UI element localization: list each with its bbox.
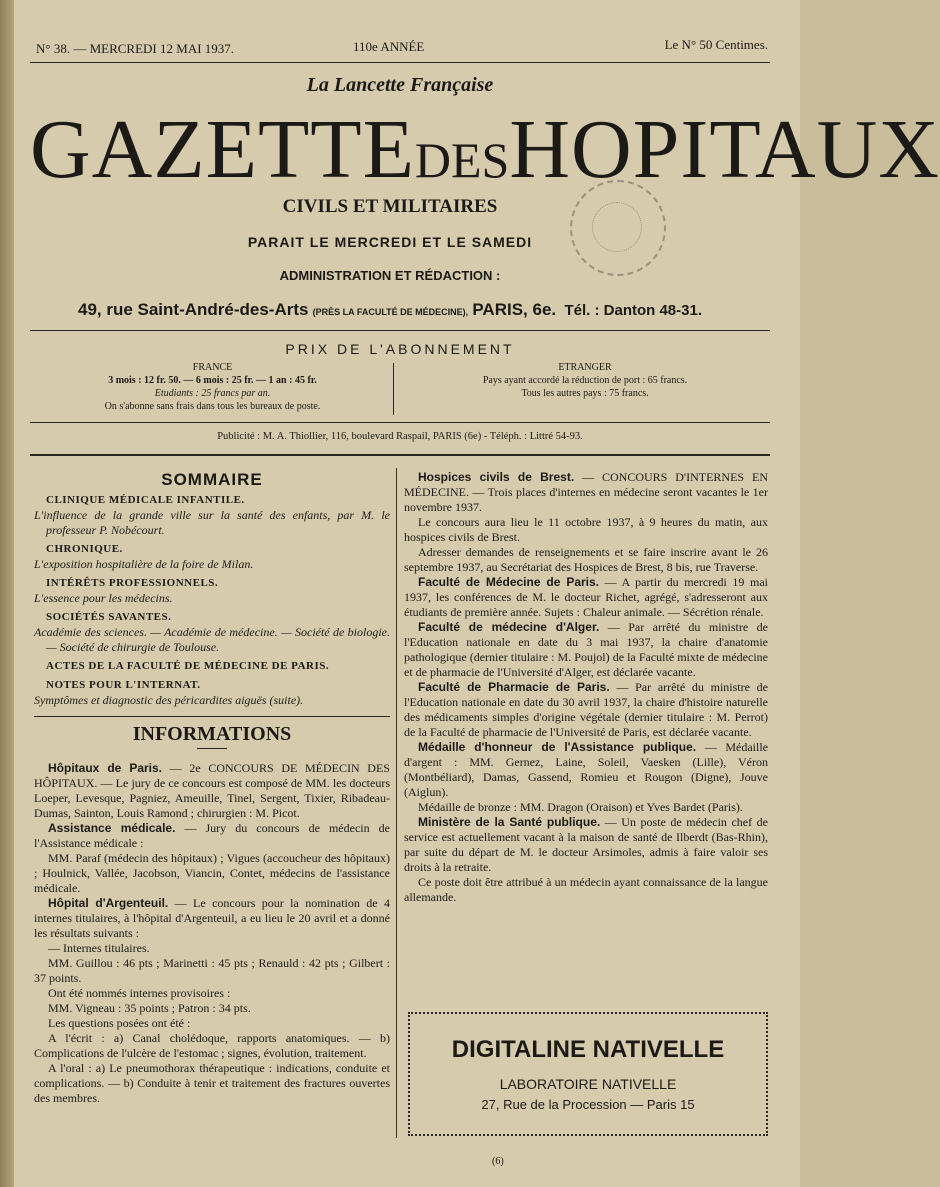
info-paragraph bbox=[404, 680, 768, 740]
info-heading: Hospices civils de Brest. bbox=[418, 470, 575, 484]
info-paragraph: Les questions posées ont été : bbox=[48, 1016, 191, 1030]
sommaire-title: SOMMAIRE bbox=[161, 470, 263, 489]
sommaire-heading: SOCIÉTÉS SAVANTES. bbox=[46, 611, 172, 623]
france-students: Etudiants : 25 francs par an. bbox=[154, 388, 271, 399]
address-line bbox=[0, 300, 780, 320]
info-heading: Faculté de Pharmacie de Paris. bbox=[418, 680, 610, 694]
masthead-line1: CIVILS ET MILITAIRES bbox=[282, 196, 498, 217]
sommaire-item: Symptômes et diagnostic des péricardites aiguës (suite). bbox=[34, 693, 304, 707]
info-heading: Assistance médicale. bbox=[48, 821, 176, 835]
title-gazette: GAZETTE bbox=[30, 103, 415, 196]
info-heading: Faculté de Médecine de Paris. bbox=[418, 575, 600, 589]
top-rule bbox=[30, 62, 770, 63]
left-column bbox=[34, 470, 390, 1106]
sommaire-heading: INTÉRÊTS PROFESSIONNELS. bbox=[46, 577, 219, 589]
sommaire-item: L'influence de la grande ville sur la santé des enfants, par M. le professeur P. Nobécourt. bbox=[34, 508, 390, 537]
ad-brand: DIGITALINE NATIVELLE bbox=[451, 1036, 725, 1063]
sommaire-item: L'essence pour les médecins. bbox=[34, 591, 173, 605]
abonnement-title: PRIX DE L'ABONNEMENT bbox=[285, 341, 515, 357]
info-paragraph: MM. Paraf (médecin des hôpitaux) ; Vigues (accoucheur des hôpitaux) ; Houlnick, Vallée, Jacobson, Viancin, Contet, médecins de l'assistance médicale. bbox=[34, 851, 390, 895]
column-divider bbox=[396, 468, 397, 1138]
ad-laboratory: LABORATOIRE NATIVELLE bbox=[499, 1076, 677, 1092]
address-tel: Tél. : Danton 48-31. bbox=[564, 302, 702, 319]
sommaire-heading: ACTES DE LA FACULTÉ DE MÉDECINE DE PARIS. bbox=[46, 660, 330, 672]
france-rates: 3 mois : 12 fr. 50. — 6 mois : 25 fr. — 1 an : 45 fr. bbox=[108, 375, 317, 386]
info-text: — CONCOURS D'INTERNES EN MÉDECINE. — Trois places d'internes en médecine seront vacantes le 1er novembre 1937. bbox=[404, 470, 768, 514]
book-spine bbox=[0, 0, 14, 1187]
sommaire-heading: CLINIQUE MÉDICALE INFANTILE. bbox=[46, 494, 245, 506]
france-title: FRANCE bbox=[192, 362, 233, 373]
section-rule bbox=[34, 716, 390, 717]
info-paragraph: Ce poste doit être attribué à un médecin ayant connaissance de la langue allemande. bbox=[404, 875, 768, 904]
etranger-rate-1: Pays ayant accordé la réduction de port : 65 francs. bbox=[482, 375, 688, 386]
info-text: — Par arrêté du ministre de l'Education nationale en date du 3 mai 1937, la chaire d'anatomie pathologique (dernier titulaire : M. Poujol) de la Faculté mixte de médecine et de pharmacie de l'Université d'Alger, est déclarée vacante. bbox=[404, 620, 768, 679]
info-paragraph bbox=[404, 815, 768, 875]
info-text: — Le concours pour la nomination de 4 internes titulaires, à l'hôpital d'Argenteuil, a eu lieu le 20 avril et a donné les résultats suivants : bbox=[34, 896, 390, 940]
title-hopitaux: HOPITAUX bbox=[509, 103, 940, 196]
info-paragraph: — Internes titulaires. bbox=[48, 941, 150, 955]
issue-line: N° 38. — MERCREDI 12 MAI 1937. bbox=[36, 41, 235, 56]
right-column bbox=[404, 470, 768, 905]
title-des: DES bbox=[414, 132, 510, 188]
info-paragraph: MM. Vigneau : 35 points ; Patron : 34 pts. bbox=[48, 1001, 251, 1015]
rule-3 bbox=[30, 422, 770, 423]
library-stamp bbox=[570, 180, 666, 276]
abonnement-france bbox=[40, 361, 385, 413]
ad-address: 27, Rue de la Procession — Paris 15 bbox=[481, 1097, 695, 1112]
info-text: — A partir du mercredi 19 mai 1937, les conférences de M. le docteur Richet, agrégé, s'adresseront aux étudiants de première année. Sujets : Chaleur animale. — Sécrétion rénale. bbox=[404, 575, 768, 619]
short-rule bbox=[197, 748, 227, 749]
informations-title: INFORMATIONS bbox=[132, 723, 292, 745]
year-line: 110e ANNÉE bbox=[353, 39, 425, 54]
info-text: — Un poste de médecin chef de service est actuellement vacant à la maison de santé de Ilberdt (Bas-Rhin), par suite du départ de M. le docteur Arsimoles, admis à faire valoir ses droits à la retraite. bbox=[404, 815, 768, 874]
address-city: PARIS, 6e. bbox=[472, 300, 557, 319]
sommaire-heading: NOTES POUR L'INTERNAT. bbox=[46, 679, 201, 691]
info-text: — Jury du concours de médecin de l'Assistance médicale : bbox=[34, 821, 390, 850]
info-text: — 2e CONCOURS DE MÉDECIN DES HÔPITAUX. — Le jury de ce concours est composé de MM. les docteurs Loeper, Levesque, Pagniez, Ameuille, Tinel, Sergent, Tixier, Ribadeau-Dumas, Sainton, Louis Ramond ; chirurgien : M. Picot. bbox=[34, 761, 390, 820]
sommaire-heading: CHRONIQUE. bbox=[46, 543, 123, 555]
page-number: (6) bbox=[492, 1156, 504, 1167]
subtitle: La Lancette Française bbox=[306, 74, 494, 96]
masthead-line2: PARAIT LE MERCREDI ET LE SAMEDI bbox=[247, 234, 533, 250]
info-heading: Faculté de médecine d'Alger. bbox=[418, 620, 600, 634]
info-paragraph: Le concours aura lieu le 11 octobre 1937, à 9 heures du matin, aux hospices civils de Brest. bbox=[404, 515, 768, 544]
address-note: (PRÈS LA FACULTÉ DE MÉDECINE), bbox=[312, 307, 469, 317]
abonnement-divider bbox=[393, 363, 394, 415]
info-paragraph bbox=[404, 575, 768, 620]
advertisement-box bbox=[408, 1012, 768, 1136]
publicite-line: Publicité : M. A. Thiollier, 116, boulevard Raspail, PARIS (6e) - Téléph. : Littré 54-93. bbox=[217, 431, 583, 442]
rule-4 bbox=[30, 454, 770, 456]
price-line: Le N° 50 Centimes. bbox=[664, 37, 768, 52]
info-paragraph bbox=[404, 470, 768, 515]
info-heading: Médaille d'honneur de l'Assistance publique. bbox=[418, 740, 697, 754]
masthead bbox=[30, 103, 940, 198]
rule-2 bbox=[30, 330, 770, 331]
info-paragraph: Médaille de bronze : MM. Dragon (Oraison) et Yves Bardet (Paris). bbox=[418, 800, 743, 814]
info-paragraph: A l'écrit : a) Canal cholédoque, rapports anatomiques. — b) Complications de l'ulcère de l'estomac ; signes, évolution, traitement. bbox=[34, 1031, 390, 1060]
info-paragraph: MM. Guillou : 46 pts ; Marinetti : 45 pts ; Renauld : 42 pts ; Gilbert : 37 points. bbox=[34, 956, 390, 985]
etranger-title: ETRANGER bbox=[558, 362, 612, 373]
etranger-rate-2: Tous les autres pays : 75 francs. bbox=[521, 388, 649, 399]
info-paragraph bbox=[34, 821, 390, 851]
info-paragraph bbox=[34, 896, 390, 941]
sommaire-item: L'exposition hospitalière de la foire de Milan. bbox=[34, 557, 254, 571]
info-text: — Médaille d'argent : MM. Gernez, Laine, Soleil, Vaesken (Lille), Véron (Montbéliard), Damas, Gassend, Romieu et Rougon (Digne), Jouve (Aiglun). bbox=[404, 740, 769, 799]
abonnement-etranger bbox=[405, 361, 765, 400]
masthead-line3: ADMINISTRATION ET RÉDACTION : bbox=[279, 268, 501, 283]
france-note: On s'abonne sans frais dans tous les bureaux de poste. bbox=[104, 401, 321, 412]
info-heading: Hôpitaux de Paris. bbox=[48, 761, 163, 775]
info-paragraph: Ont été nommés internes provisoires : bbox=[48, 986, 231, 1000]
info-heading: Hôpital d'Argenteuil. bbox=[48, 896, 169, 910]
address-street: 49, rue Saint-André-des-Arts bbox=[77, 300, 309, 319]
info-paragraph: A l'oral : a) Le pneumothorax thérapeutique : indications, conduite et complications. — b) Conduite à tenir et traitement des fractures ouvertes des membres. bbox=[34, 1061, 390, 1105]
info-text: — Par arrêté du ministre de l'Education nationale en date du 30 avril 1937, la chaire d'histoire naturelle des médicaments simples d'origine végétale (dernier titulaire : M. Perrot) de la Faculté de pharmacie de l'Université de Paris, est déclarée vacante. bbox=[404, 680, 768, 739]
info-paragraph bbox=[404, 620, 768, 680]
sommaire-item: Académie des sciences. — Académie de médecine. — Société de biologie. — Société de chirurgie de Toulouse. bbox=[34, 625, 390, 654]
info-heading: Ministère de la Santé publique. bbox=[418, 815, 601, 829]
info-paragraph bbox=[34, 761, 390, 821]
info-paragraph: Adresser demandes de renseignements et se faire inscrire avant le 26 septembre 1937, au Secrétariat des Hospices de Brest, 8 bis, rue Traverse. bbox=[404, 545, 768, 574]
info-paragraph bbox=[404, 740, 768, 800]
